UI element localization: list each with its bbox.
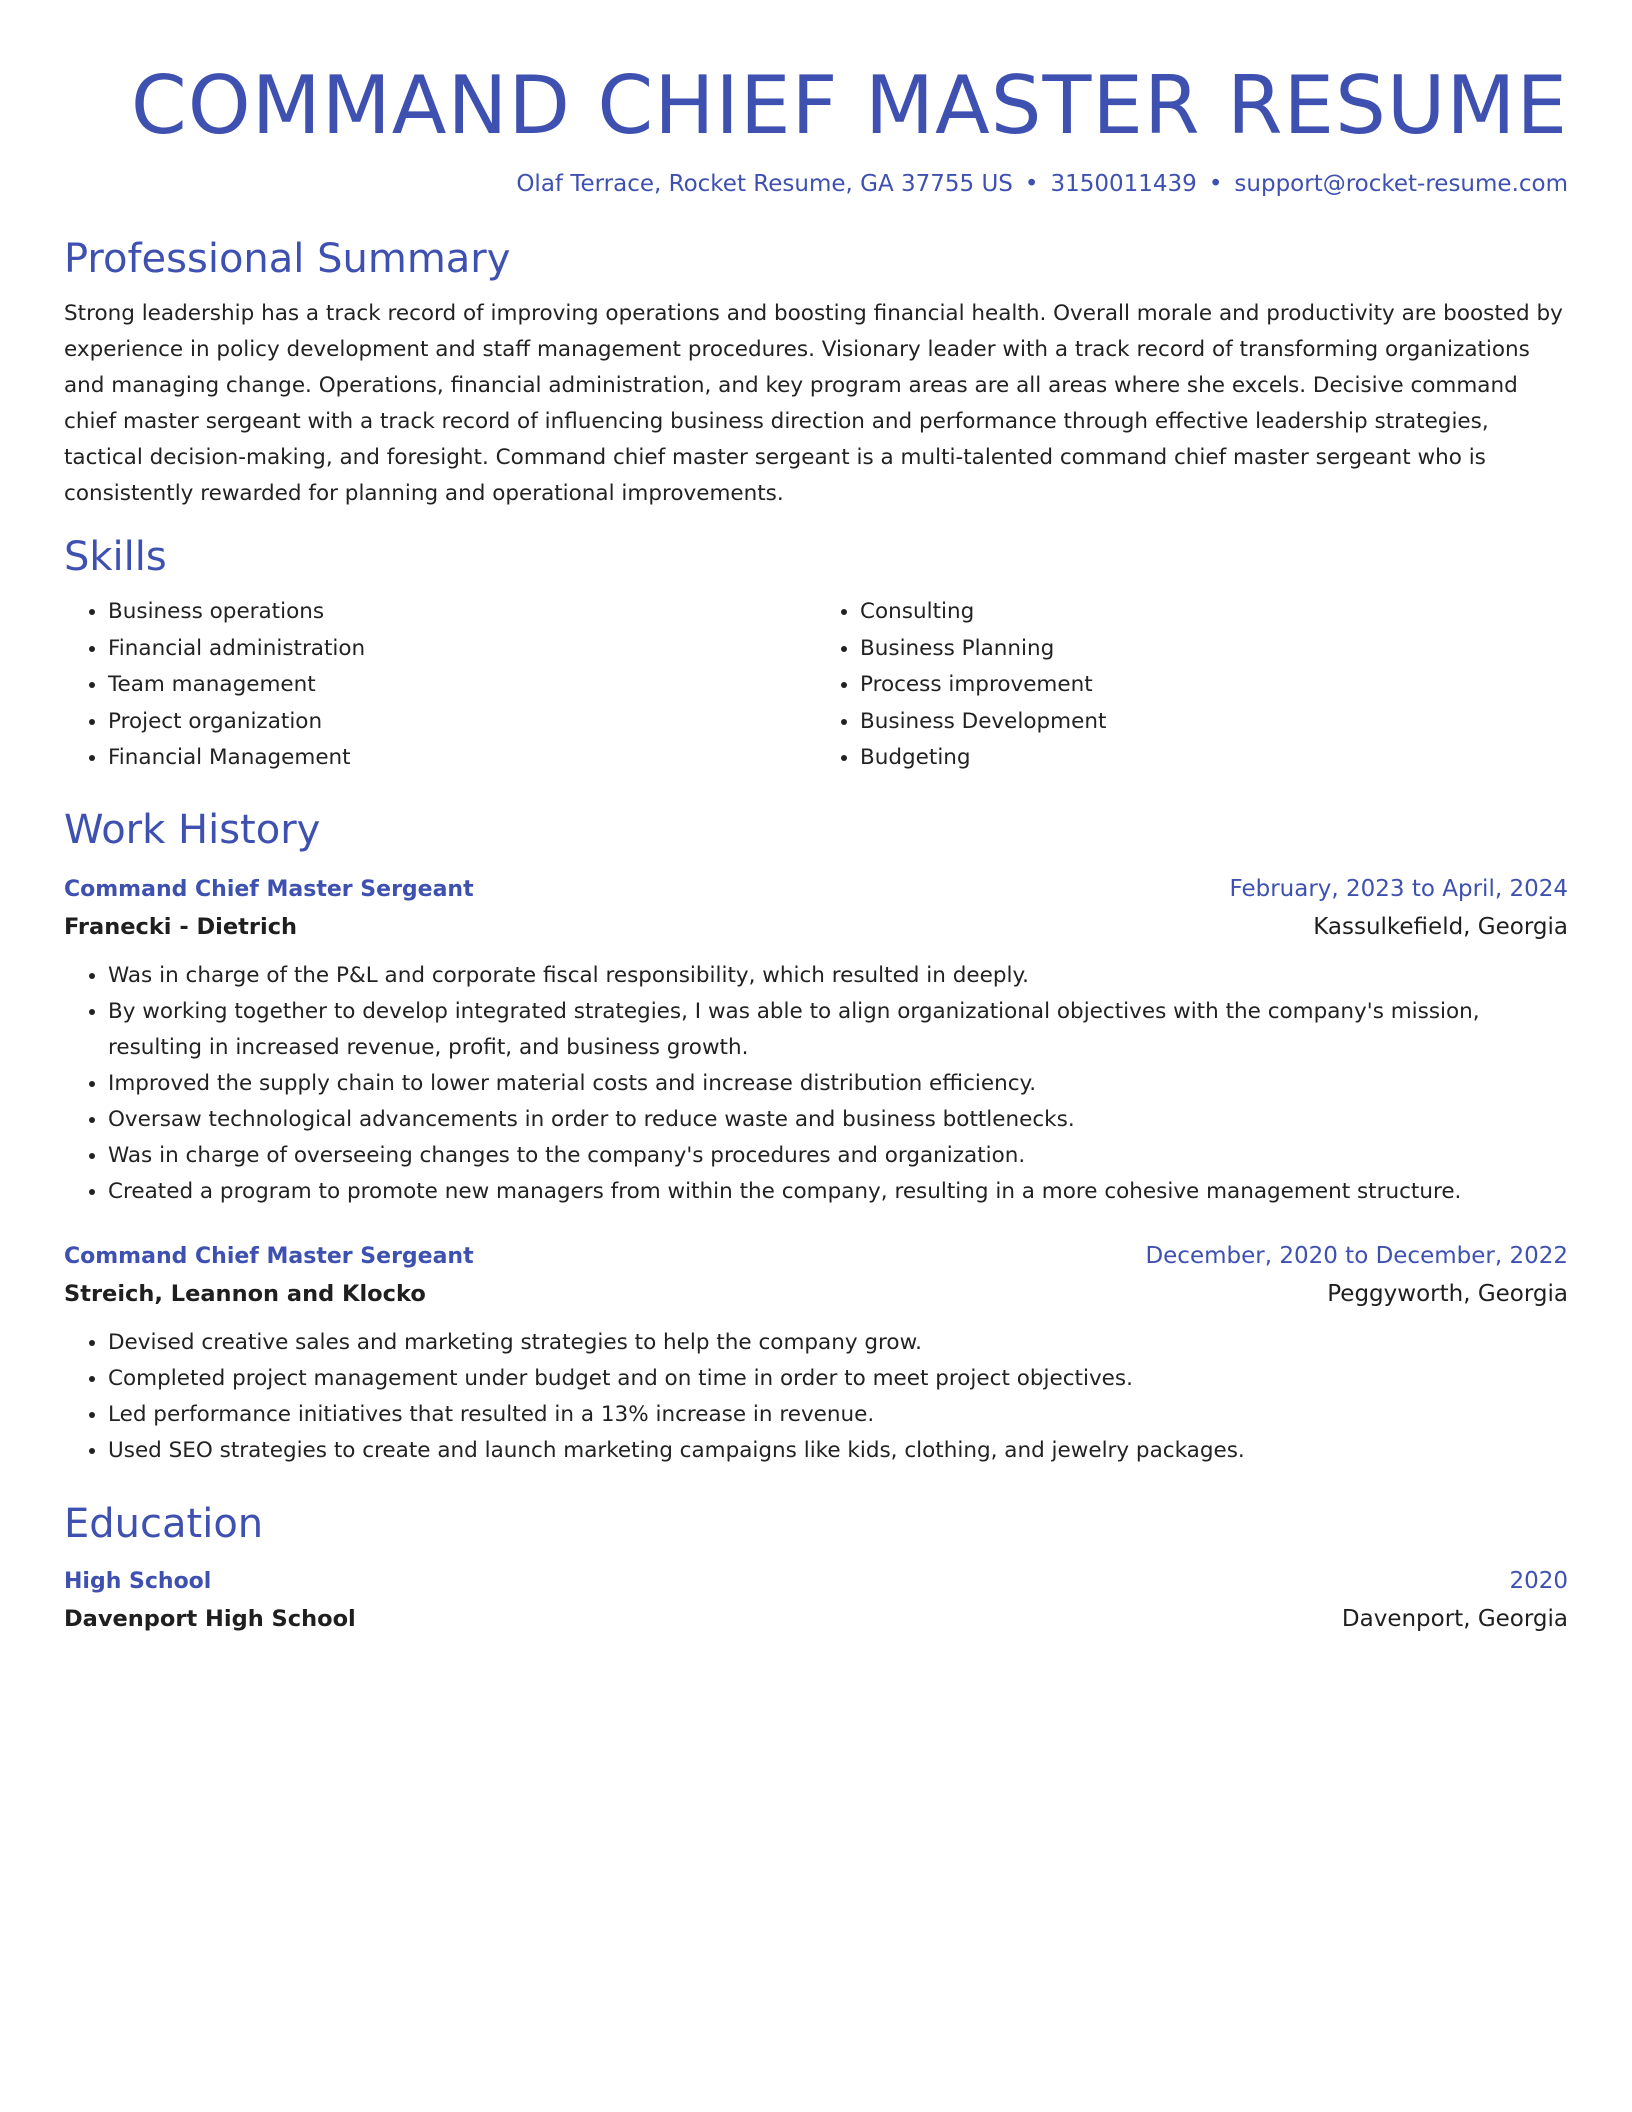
job-role: Command Chief Master Sergeant bbox=[64, 1243, 474, 1269]
education-degree: High School bbox=[64, 1568, 212, 1594]
job-bullet: • Oversaw technological advancements in order to reduce waste and business bottlenecks. bbox=[108, 1102, 1568, 1138]
summary-text: Strong leadership has a track record of improving operations and boosting financial health. Overall morale and productivity are boosted by experience in policy development and staff management procedures. Visionary leader with a track record of transforming organizations and managing change. Operations, financial administration, and key program areas are all areas where she excels. Decisive command chief master sergeant with a track record of influencing business direction and performance through effective leadership strategies, tactical decision-making, and foresight. Command chief master sergeant is a multi-talented command chief master sergeant who is consistently rewarded for planning and operational improvements. bbox=[64, 301, 1563, 506]
job-bullets bbox=[64, 958, 1568, 1210]
contact-separator: • bbox=[1208, 171, 1223, 197]
job-dates: December, 2020 to December, 2022 bbox=[1145, 1242, 1568, 1269]
contact-email: support@rocket-resume.com bbox=[1234, 171, 1568, 197]
summary-heading: Professional Summary bbox=[64, 236, 511, 282]
skill-item: • Business operations bbox=[108, 594, 816, 631]
skills-column-right bbox=[816, 594, 1568, 777]
job-bullet: • Used SEO strategies to create and launch marketing campaigns like kids, clothing, and jewelry packages. bbox=[108, 1433, 1568, 1469]
education-year: 2020 bbox=[1509, 1567, 1568, 1594]
education-entry bbox=[64, 1563, 1568, 1638]
skill-item: • Process improvement bbox=[860, 667, 1568, 704]
job-location: Peggyworth, Georgia bbox=[1327, 1280, 1568, 1307]
job-company: Streich, Leannon and Klocko bbox=[64, 1280, 426, 1307]
job-bullet: • Devised creative sales and marketing strategies to help the company grow. bbox=[108, 1325, 1568, 1361]
job-company: Franecki - Dietrich bbox=[64, 913, 298, 940]
skills-column-left bbox=[64, 594, 816, 777]
skill-item: • Project organization bbox=[108, 704, 816, 741]
education-heading: Education bbox=[64, 1500, 264, 1547]
job-bullet: • Led performance initiatives that resulted in a 13% increase in revenue. bbox=[108, 1397, 1568, 1433]
skill-item: • Consulting bbox=[860, 594, 1568, 631]
skill-item: • Business Planning bbox=[860, 631, 1568, 668]
job-location: Kassulkefield, Georgia bbox=[1313, 913, 1568, 940]
job-entry bbox=[64, 871, 1568, 1210]
skill-item: • Business Development bbox=[860, 704, 1568, 741]
job-bullets bbox=[64, 1325, 1568, 1469]
job-bullet: • Created a program to promote new managers from within the company, resulting in a more cohesive management structure. bbox=[108, 1174, 1568, 1210]
job-bullet: • Completed project management under budget and on time in order to meet project objectives. bbox=[108, 1361, 1568, 1397]
job-dates: February, 2023 to April, 2024 bbox=[1229, 875, 1568, 902]
job-role: Command Chief Master Sergeant bbox=[64, 876, 474, 902]
skills-heading: Skills bbox=[64, 534, 167, 580]
skill-item: • Budgeting bbox=[860, 740, 1568, 777]
job-entry bbox=[64, 1238, 1568, 1469]
work-history-heading: Work History bbox=[64, 806, 321, 853]
skills-list bbox=[64, 594, 1568, 777]
job-bullet: • Was in charge of the P&L and corporate fiscal responsibility, which resulted in deeply. bbox=[108, 958, 1568, 994]
job-bullet: • By working together to develop integrated strategies, I was able to align organizational objectives with the company's mission, resulting in increased revenue, profit, and business growth. bbox=[108, 994, 1568, 1066]
job-bullet: • Improved the supply chain to lower material costs and increase distribution efficiency. bbox=[108, 1066, 1568, 1102]
resume-name: COMMAND CHIEF MASTER RESUME bbox=[130, 59, 1568, 152]
contact-separator: • bbox=[1024, 171, 1039, 197]
job-bullet: • Was in charge of overseeing changes to the company's procedures and organization. bbox=[108, 1138, 1568, 1174]
contact-line bbox=[64, 168, 1568, 200]
contact-address: Olaf Terrace, Rocket Resume, GA 37755 US bbox=[516, 171, 1013, 197]
skill-item: • Financial administration bbox=[108, 631, 816, 668]
skill-item: • Team management bbox=[108, 667, 816, 704]
education-school: Davenport High School bbox=[64, 1605, 356, 1632]
skill-item: • Financial Management bbox=[108, 740, 816, 777]
education-location: Davenport, Georgia bbox=[1341, 1605, 1568, 1632]
contact-phone: 3150011439 bbox=[1050, 171, 1197, 197]
